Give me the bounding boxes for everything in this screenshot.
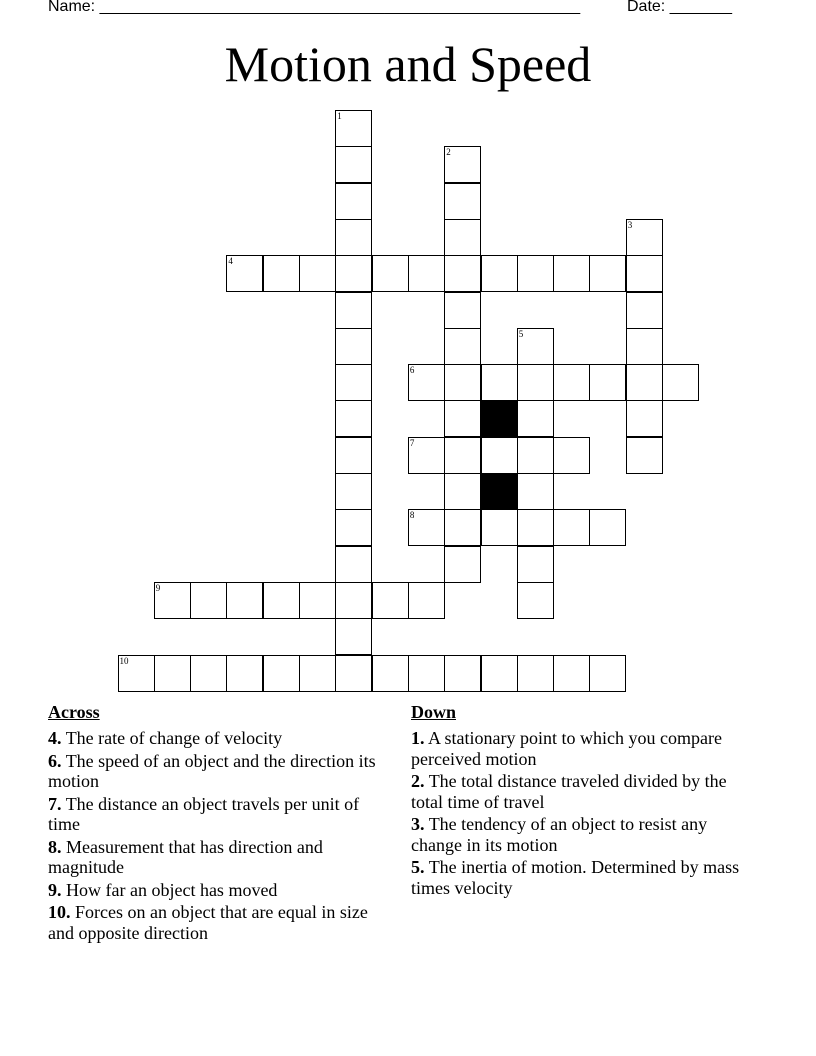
- grid-cell[interactable]: [154, 655, 191, 692]
- grid-cell[interactable]: [335, 146, 372, 183]
- grid-cell[interactable]: [517, 437, 554, 474]
- grid-cell[interactable]: [299, 255, 336, 292]
- grid-cell[interactable]: [481, 255, 518, 292]
- grid-cell[interactable]: [517, 400, 554, 437]
- grid-cell[interactable]: [408, 582, 445, 619]
- grid-cell[interactable]: [190, 655, 227, 692]
- grid-cell[interactable]: [517, 655, 554, 692]
- grid-cell[interactable]: [444, 546, 481, 583]
- grid-cell[interactable]: [408, 437, 445, 474]
- grid-cell[interactable]: [517, 582, 554, 619]
- grid-cell[interactable]: [553, 437, 590, 474]
- grid-cell[interactable]: [299, 655, 336, 692]
- page-title: Motion and Speed: [224, 36, 592, 92]
- grid-cell[interactable]: [589, 364, 626, 401]
- clue-number: 8: [409, 510, 415, 521]
- grid-cell[interactable]: [335, 219, 372, 256]
- grid-cell[interactable]: [299, 582, 336, 619]
- grid-cell[interactable]: [372, 255, 409, 292]
- grid-cell[interactable]: [481, 364, 518, 401]
- clue-down-5: 5. The inertia of motion. Determined by mass times velocity: [411, 857, 740, 898]
- grid-cell[interactable]: [408, 509, 445, 546]
- grid-cell[interactable]: [226, 255, 263, 292]
- grid-cell[interactable]: [372, 582, 409, 619]
- clue-down-3: 3. The tendency of an object to resist any change in its motion: [411, 814, 708, 855]
- clue-down-1: 1. A stationary point to which you compare perceived motion: [411, 728, 722, 769]
- grid-cell[interactable]: [335, 364, 372, 401]
- grid-cell[interactable]: [517, 509, 554, 546]
- grid-cell[interactable]: [626, 437, 663, 474]
- grid-cell[interactable]: [226, 582, 263, 619]
- grid-cell[interactable]: [444, 400, 481, 437]
- grid-cell[interactable]: [589, 255, 626, 292]
- grid-cell[interactable]: [335, 400, 372, 437]
- grid-cell[interactable]: [263, 582, 300, 619]
- grid-cell[interactable]: [335, 473, 372, 510]
- grid-cell[interactable]: [444, 473, 481, 510]
- grid-cell[interactable]: [444, 655, 481, 692]
- grid-cell[interactable]: [408, 364, 445, 401]
- grid-cell[interactable]: [444, 292, 481, 329]
- grid-cell[interactable]: [335, 655, 372, 692]
- grid-cell[interactable]: [481, 437, 518, 474]
- grid-cell[interactable]: [335, 509, 372, 546]
- grid-cell[interactable]: [444, 437, 481, 474]
- grid-cell[interactable]: [626, 364, 663, 401]
- grid-cell[interactable]: [517, 255, 554, 292]
- date-field-label: Date: _______: [627, 0, 732, 15]
- grid-cell[interactable]: [517, 546, 554, 583]
- clue-number: 9: [155, 582, 161, 593]
- grid-cell[interactable]: [517, 473, 554, 510]
- name-field-label: Name: ______________________________________________________: [48, 0, 581, 15]
- clue-across-6: 6. The speed of an object and the direction its motion: [48, 750, 376, 791]
- clue-number: 4: [228, 256, 233, 267]
- grid-cell[interactable]: [444, 255, 481, 292]
- grid-cell[interactable]: [589, 655, 626, 692]
- grid-cell[interactable]: [626, 328, 663, 365]
- grid-cell[interactable]: [444, 183, 481, 220]
- grid-cell[interactable]: [626, 400, 663, 437]
- grid-cell[interactable]: [553, 509, 590, 546]
- clue-number: 3: [627, 219, 633, 230]
- grid-cell[interactable]: [444, 509, 481, 546]
- clue-across-7: 7. The distance an object travels per unit of time: [48, 793, 360, 834]
- grid-cell[interactable]: [335, 255, 372, 292]
- grid-cell[interactable]: [444, 328, 481, 365]
- grid-cell[interactable]: [190, 582, 227, 619]
- grid-cell[interactable]: [553, 655, 590, 692]
- grid-cell[interactable]: [444, 219, 481, 256]
- clue-across-4: 4. The rate of change of velocity: [48, 728, 283, 748]
- grid-cell[interactable]: [481, 655, 518, 692]
- grid-cell[interactable]: [226, 655, 263, 692]
- grid-cell[interactable]: [263, 655, 300, 692]
- grid-cell[interactable]: [481, 509, 518, 546]
- grid-cell[interactable]: [408, 655, 445, 692]
- clue-across-9: 9. How far an object has moved: [48, 879, 278, 900]
- clue-number: 6: [409, 365, 415, 376]
- clue-number: 7: [409, 437, 415, 448]
- clue-down-2: 2. The total distance traveled divided by the total time of travel: [411, 771, 727, 812]
- across-clues: [48, 701, 393, 945]
- grid-cell[interactable]: [517, 328, 554, 365]
- grid-cell[interactable]: [553, 255, 590, 292]
- grid-cell[interactable]: [335, 183, 372, 220]
- down-heading: Down: [411, 702, 457, 722]
- across-heading: Across: [48, 702, 100, 722]
- grid-cell[interactable]: [626, 219, 663, 256]
- clue-number: 10: [119, 655, 129, 666]
- grid-cell[interactable]: [154, 582, 191, 619]
- grid-cell[interactable]: [444, 364, 481, 401]
- grid-cell[interactable]: [118, 655, 155, 692]
- clue-across-10: 10. Forces on an object that are equal in size and opposite direction: [48, 902, 368, 943]
- grid-cell[interactable]: [517, 364, 554, 401]
- grid-cell[interactable]: [335, 110, 372, 147]
- grid-cell[interactable]: [335, 582, 372, 619]
- grid-cell[interactable]: [335, 618, 372, 655]
- grid-cell[interactable]: [662, 364, 699, 401]
- clue-number: 2: [446, 147, 451, 158]
- clue-number: 5: [518, 328, 524, 339]
- clue-number: 1: [337, 111, 342, 121]
- grid-cell[interactable]: [335, 437, 372, 474]
- grid-cell[interactable]: [589, 509, 626, 546]
- black-square: [481, 400, 518, 437]
- grid-cell[interactable]: [626, 292, 663, 329]
- grid-cell[interactable]: [408, 255, 445, 292]
- black-square: [481, 473, 518, 510]
- grid-cell[interactable]: [626, 255, 663, 292]
- grid-cell[interactable]: [444, 146, 481, 183]
- grid-cell[interactable]: [335, 292, 372, 329]
- grid-cell[interactable]: [372, 655, 409, 692]
- down-clues: [411, 701, 741, 900]
- grid-cell[interactable]: [553, 364, 590, 401]
- clue-across-8: 8. Measurement that has direction and magnitude: [48, 836, 323, 877]
- grid-cell[interactable]: [263, 255, 300, 292]
- grid-cell[interactable]: [335, 328, 372, 365]
- grid-cell[interactable]: [335, 546, 372, 583]
